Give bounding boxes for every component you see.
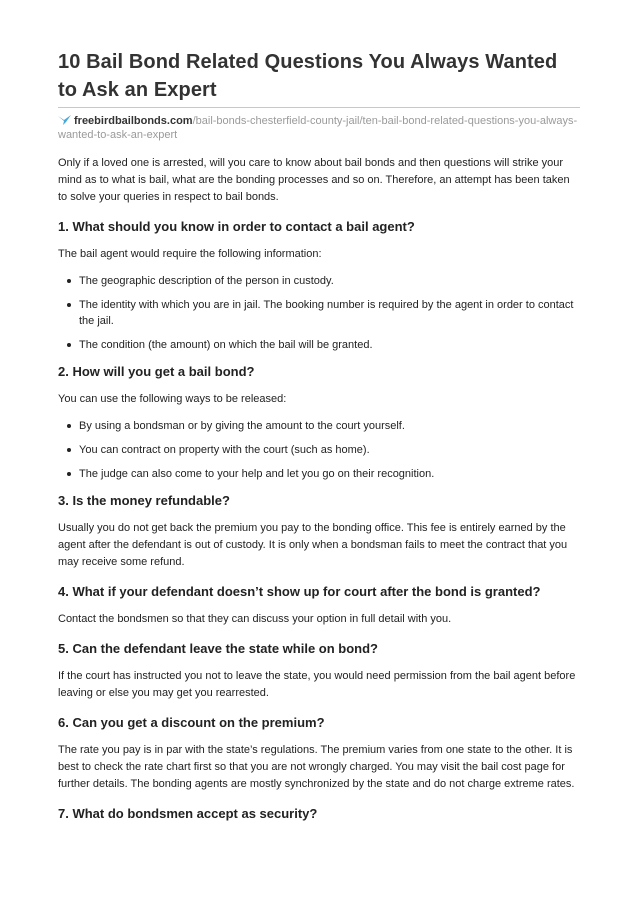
section-heading: 5. Can the defendant leave the state while on bond? — [58, 641, 378, 656]
bullet-list — [58, 418, 580, 482]
section-heading: 1. What should you know in order to contact a bail agent? — [58, 219, 415, 234]
section-text: If the court has instructed you not to leave the state, you would need permission from the bail agent before leaving or else you may get you rearrested. — [58, 670, 576, 699]
bird-logo-icon — [58, 115, 71, 125]
intro-paragraph: Only if a loved one is arrested, will you care to know about bail bonds and then questions will strike your mind as to what is bail, what are the bonding processes and so on. Therefore, an attempt has been taken to solve your queries in respect to bail bonds. — [58, 157, 570, 203]
source-path-link[interactable]: /bail-bonds-chesterfield-county-jail/ten-bail-bond-related-questions-you-always-wanted-to-ask-an-expert — [58, 115, 578, 141]
section-text: Contact the bondsmen so that they can discuss your option in full detail with you. — [58, 613, 452, 625]
document-page — [58, 48, 580, 833]
source-domain-link[interactable]: freebirdbailbonds.com — [74, 115, 193, 127]
title-divider — [58, 107, 580, 108]
section-text: The bail agent would require the following information: — [58, 248, 322, 260]
list-item: The identity with which you are in jail. The booking number is required by the agent in order to contact the jail. — [79, 297, 580, 329]
list-item: By using a bondsman or by giving the amount to the court yourself. — [79, 418, 580, 434]
bullet-list — [58, 273, 580, 353]
section-heading: 6. Can you get a discount on the premium? — [58, 715, 325, 730]
section-heading: 4. What if your defendant doesn’t show up for court after the bond is granted? — [58, 584, 541, 599]
page-title: 10 Bail Bond Related Questions You Always Wanted to Ask an Expert — [58, 51, 558, 101]
section-text: Usually you do not get back the premium you pay to the bonding office. This fee is entirely earned by the agent after the defendant is out of custody. It is only when a bondsman fails to meet the contract that you may receive some refund. — [58, 522, 568, 568]
list-item: The condition (the amount) on which the bail will be granted. — [79, 337, 580, 353]
section-heading: 2. How will you get a bail bond? — [58, 364, 255, 379]
section-text: The rate you pay is in par with the state’s regulations. The premium varies from one state to the other. It is best to check the rate chart first so that you are not wrongly charged. You may visit the bail cost page for further details. The bonding agents are mostly synchronized by the state and do not charge extreme rates. — [58, 744, 575, 790]
section-text: You can use the following ways to be released: — [58, 393, 287, 405]
list-item: The geographic description of the person in custody. — [79, 273, 580, 289]
source-line — [58, 114, 580, 142]
section-heading: 3. Is the money refundable? — [58, 493, 230, 508]
list-item: The judge can also come to your help and let you go on their recognition. — [79, 466, 580, 482]
list-item: You can contract on property with the court (such as home). — [79, 442, 580, 458]
section-heading: 7. What do bondsmen accept as security? — [58, 806, 318, 821]
